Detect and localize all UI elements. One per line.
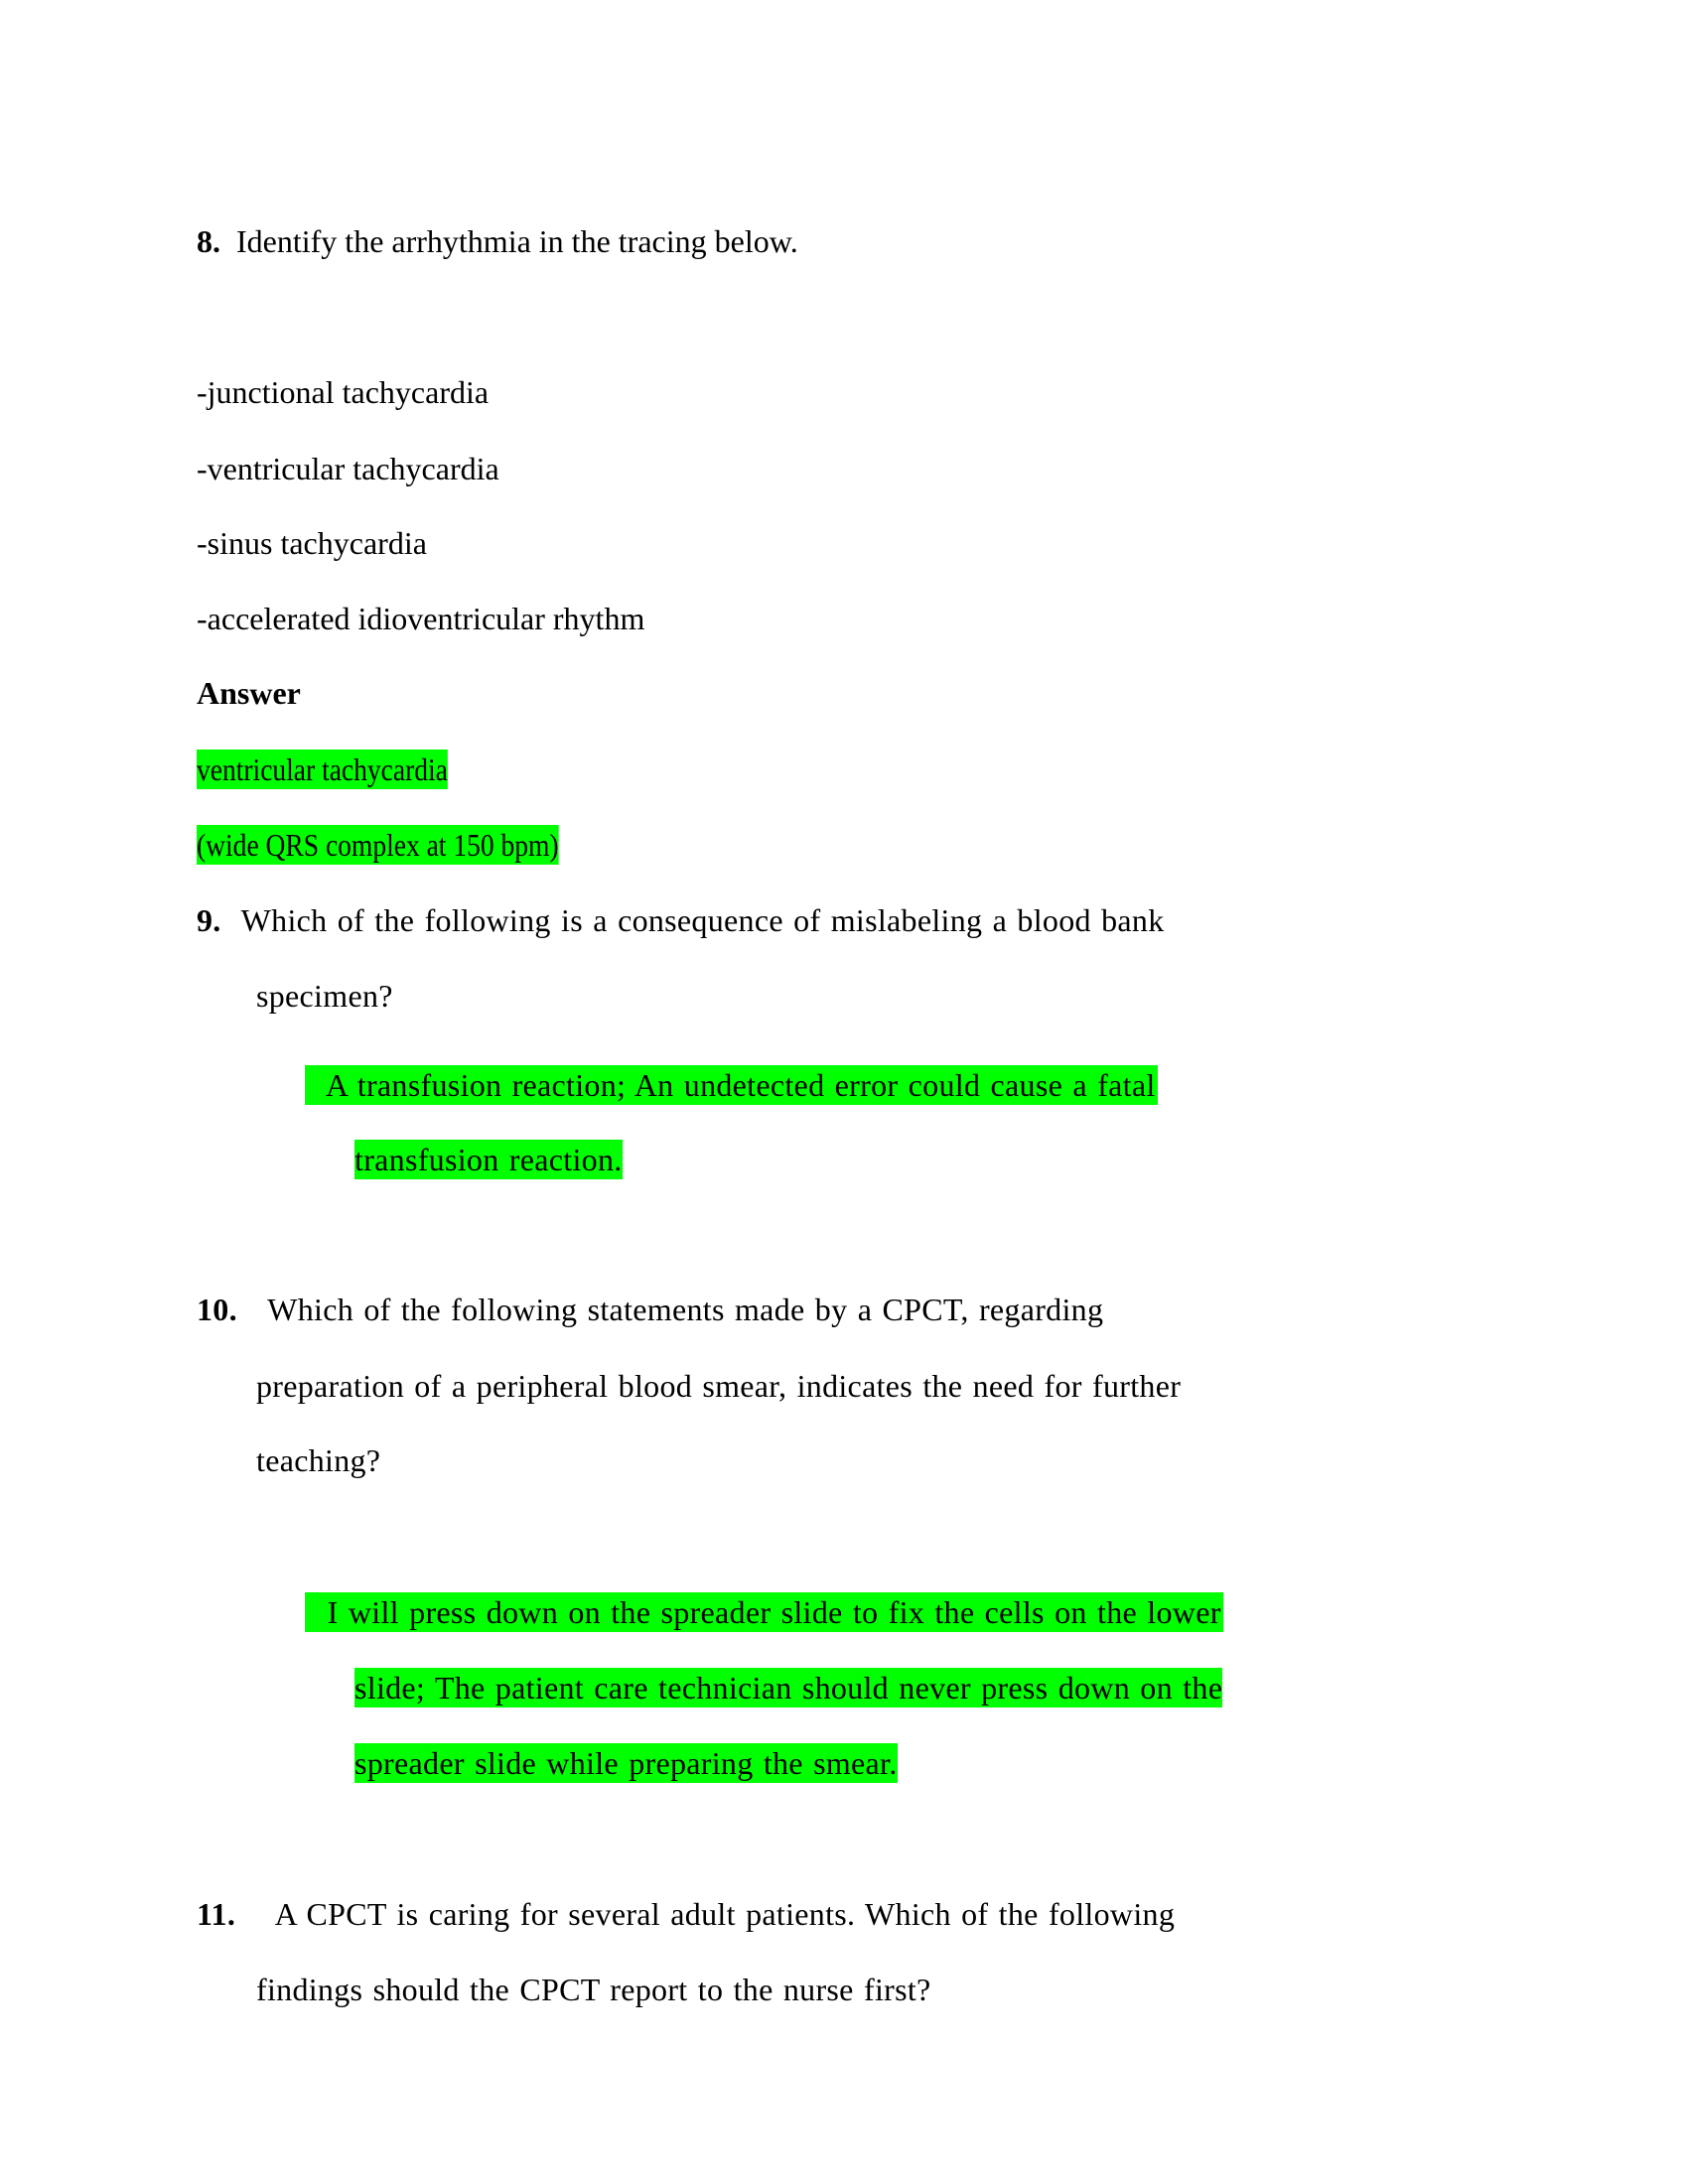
question-11 xyxy=(197,1894,1175,1934)
question-text-continued: teaching? xyxy=(256,1442,381,1478)
question-text-continued: preparation of a peripheral blood smear, indicates the need for further xyxy=(256,1368,1182,1404)
answer-text: I will press down on the spreader slide to fix the cells on the lower xyxy=(327,1594,1221,1630)
option-4: -accelerated idioventricular rhythm xyxy=(197,601,645,636)
question-8 xyxy=(197,221,798,261)
answer-text-continued: spreader slide while preparing the smear. xyxy=(354,1745,898,1781)
option-1: -junctional tachycardia xyxy=(197,374,490,410)
answer-explanation: (wide QRS complex at 150 bpm) xyxy=(197,827,559,863)
question-9 xyxy=(197,900,1165,940)
answer-text-continued: slide; The patient care technician should never press down on the xyxy=(354,1670,1223,1706)
question-text: Which of the following statements made by a CPCT, regarding xyxy=(267,1292,1104,1327)
question-text: A CPCT is caring for several adult patients. Which of the following xyxy=(274,1896,1176,1932)
answer-label: Answer xyxy=(197,675,301,711)
question-number: 8. xyxy=(197,223,220,259)
question-number: 10. xyxy=(197,1292,237,1327)
question-10 xyxy=(197,1290,1103,1329)
question-text: Which of the following is a consequence of mislabeling a blood bank xyxy=(240,902,1165,938)
question-text-continued: specimen? xyxy=(256,978,393,1014)
answer-text: ventricular tachycardia xyxy=(197,751,448,787)
question-number: 9. xyxy=(197,902,221,938)
answer-text: A transfusion reaction; An undetected error could cause a fatal xyxy=(325,1067,1156,1103)
question-text: Identify the arrhythmia in the tracing below. xyxy=(236,223,798,259)
answer-9 xyxy=(305,1065,1158,1105)
question-number: 11. xyxy=(197,1896,236,1932)
answer-text-continued: transfusion reaction. xyxy=(354,1142,623,1177)
question-text-continued: findings should the CPCT report to the nurse first? xyxy=(256,1972,931,2007)
answer-10 xyxy=(305,1592,1223,1632)
option-3: -sinus tachycardia xyxy=(197,525,427,561)
option-2: -ventricular tachycardia xyxy=(197,451,499,486)
